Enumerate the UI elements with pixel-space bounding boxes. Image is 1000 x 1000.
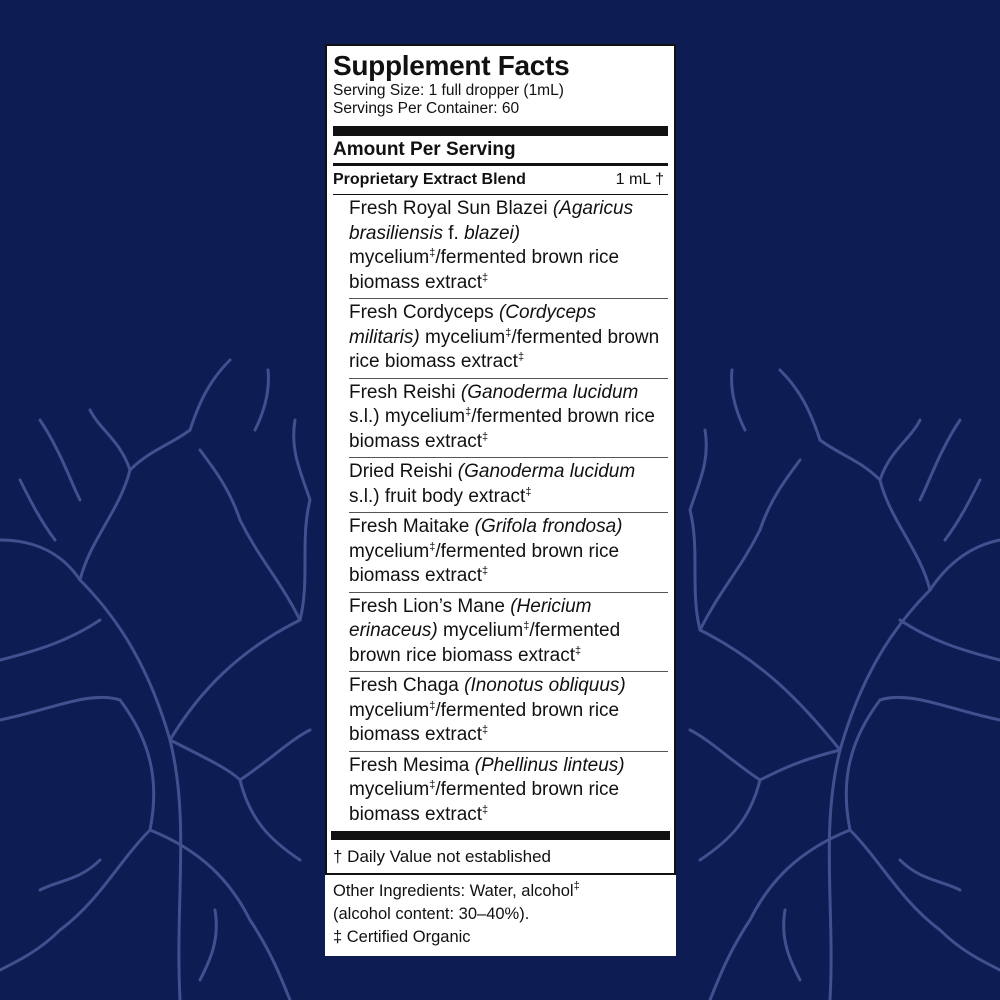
ingredient-name: Fresh Mesima (349, 754, 475, 776)
ingredient-item (349, 299, 668, 379)
ingredient-part: mycelium (349, 247, 430, 268)
ingredient-name: Fresh Reishi (349, 381, 461, 403)
ingredient-latin-name: (Grifola frondosa) (474, 516, 623, 537)
ingredient-name-suffix: f. (442, 222, 465, 244)
organic-mark: ‡ (505, 326, 512, 339)
divider-thick-bottom (331, 831, 670, 840)
ingredient-name: Dried Reishi (349, 461, 458, 482)
organic-mark: ‡ (523, 620, 530, 632)
ingredient-item (349, 195, 668, 299)
ingredient-part: mycelium (349, 540, 430, 562)
ingredient-extract: /fermented brown rice biomass extract (349, 326, 660, 372)
blend-row (333, 166, 668, 195)
other-ingredients-line (333, 880, 668, 903)
ingredient-name-suffix: s.l.) (349, 485, 380, 507)
ingredient-list (333, 195, 668, 830)
organic-mark: ‡ (429, 779, 436, 791)
supplement-facts-panel (325, 44, 676, 875)
ingredient-latin-name: (Hericium erinaceus) (349, 595, 592, 641)
ingredient-part: fruit body extract (379, 485, 526, 507)
ingredient-item (349, 458, 668, 513)
ingredient-part: mycelium (437, 620, 524, 641)
ingredient-latin-name: (Cordyceps militaris) (349, 302, 597, 348)
organic-mark: ‡ (574, 644, 582, 657)
organic-mark: ‡ (517, 351, 525, 363)
ingredient-item (349, 379, 668, 459)
other-ingredients (333, 880, 668, 949)
ingredient-latin-name: (Phellinus linteus) (474, 754, 625, 776)
ingredient-part: mycelium (349, 699, 430, 721)
divider-thick (333, 126, 668, 136)
organic-mark: ‡ (573, 880, 580, 892)
ingredient-name: Fresh Royal Sun Blazei (349, 198, 553, 219)
ingredient-name: Fresh Lion’s Mane (349, 595, 511, 617)
ingredient-item (349, 593, 668, 673)
ingredient-extract: /fermented brown rice biomass extract (349, 779, 620, 825)
ingredient-extract: /fermented brown rice biomass extract (349, 620, 621, 666)
blend-name: Proprietary Extract Blend (333, 171, 526, 188)
organic-mark: ‡ (429, 247, 436, 259)
ingredient-latin-name: (Inonotus obliquus) (464, 675, 626, 696)
ingredient-extract: /fermented brown rice biomass extract (349, 247, 620, 293)
ingredient-item (349, 752, 668, 831)
certified-organic-note: ‡ Certified Organic (333, 928, 471, 946)
alcohol-content: (alcohol content: 30–40%). (333, 905, 530, 923)
organic-mark: ‡ (482, 724, 489, 736)
ingredient-latin-name: (Ganoderma lucidum (460, 381, 639, 403)
organic-mark: ‡ (482, 565, 489, 577)
ingredient-extract: /fermented brown rice biomass extract (349, 406, 655, 452)
ingredient-latin-name: (Ganoderma lucidum (457, 461, 636, 482)
organic-mark: ‡ (482, 430, 489, 443)
ingredient-extract: /fermented brown rice biomass extract (349, 699, 620, 745)
ingredient-name-suffix: s.l.) (349, 406, 380, 427)
organic-mark: ‡ (525, 485, 532, 498)
ingredient-latin-name: (Agaricus brasiliensis (349, 198, 634, 244)
ingredient-name: Fresh Chaga (349, 675, 465, 696)
ingredient-name: Fresh Maitake (349, 516, 475, 537)
ingredient-latin-suffix: blazei) (464, 222, 521, 244)
organic-mark: ‡ (429, 699, 436, 712)
organic-mark: ‡ (429, 540, 436, 553)
servings-per-container: Servings Per Container: 60 (333, 100, 520, 117)
daily-value-note: † Daily Value not established (333, 847, 551, 866)
facts-title: Supplement Facts (333, 50, 570, 81)
ingredient-part: mycelium (379, 406, 466, 427)
blend-amount: 1 mL † (615, 171, 664, 188)
other-ingredients-text: Other Ingredients: Water, alcohol (333, 882, 574, 900)
organic-mark: ‡ (465, 406, 472, 418)
organic-mark: ‡ (482, 803, 489, 816)
ingredient-name: Fresh Cordyceps (349, 302, 499, 323)
amount-per-serving-heading: Amount Per Serving (333, 136, 668, 166)
supplement-label (325, 44, 676, 956)
ingredient-item (349, 513, 668, 593)
serving-size: Serving Size: 1 full dropper (1mL) (333, 82, 564, 99)
ingredient-part: mycelium (419, 326, 506, 348)
organic-mark: ‡ (482, 271, 489, 284)
ingredient-extract: /fermented brown rice biomass extract (349, 540, 620, 586)
ingredient-part: mycelium (349, 779, 430, 800)
ingredient-item (349, 672, 668, 752)
